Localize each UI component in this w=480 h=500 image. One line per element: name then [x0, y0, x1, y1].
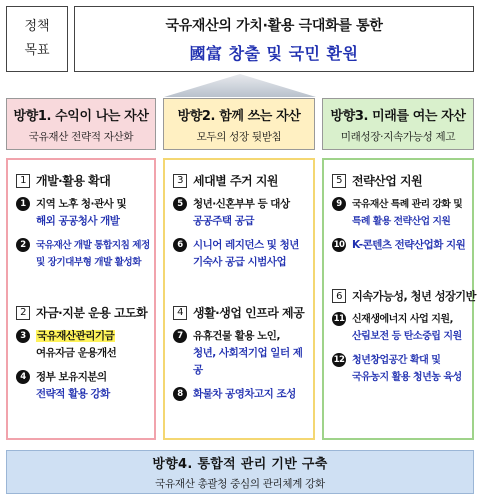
item-text [352, 311, 468, 345]
direction-1-title: 방향1. 수익이 나는 자산 [13, 108, 149, 124]
item-text-line2: 국유농지 활용 청년농 육성 [352, 372, 462, 383]
number-bullet-icon: 7 [173, 329, 187, 343]
section-heading [16, 304, 150, 321]
section-title: 생활·생업 인프라 제공 [193, 306, 305, 320]
section-heading [173, 304, 309, 321]
number-bullet-icon: 6 [173, 238, 187, 252]
item-text: K-콘텐츠 전략산업화 지원 [352, 239, 466, 251]
list-item [332, 196, 468, 230]
item-text [36, 328, 150, 362]
section-4 [173, 304, 309, 403]
number-bullet-icon: 3 [16, 329, 30, 343]
policy-goal-label [6, 6, 68, 72]
item-text-line1: 청년·신혼부부 등 대상 [193, 198, 290, 210]
item-text-line1: 국유재산 특례 관리 강화 및 [352, 199, 463, 210]
item-text-line2: 및 장기대부형 개발 활성화 [36, 257, 141, 268]
item-text-line1: 신재생에너지 사업 지원, [352, 314, 453, 325]
section-heading [16, 172, 150, 189]
list-item [173, 237, 309, 271]
number-bullet-icon: 8 [173, 387, 187, 401]
goal-label-line1: 정책 [24, 19, 50, 34]
list-item [173, 196, 309, 230]
section-number-box: 3 [173, 174, 187, 188]
list-item [16, 369, 150, 403]
number-bullet-icon: 12 [332, 353, 346, 367]
item-text [36, 237, 150, 271]
item-text-line1: 지역 노후 청·관사 및 [36, 198, 127, 210]
item-text-line1: 시니어 레지던스 및 청년 [193, 239, 299, 251]
item-text-line2: 기숙사 공급 시범사업 [193, 256, 287, 268]
direction-2-column [163, 158, 315, 440]
up-arrow-icon [160, 72, 320, 98]
section-3 [173, 172, 309, 271]
number-bullet-icon: 1 [16, 197, 30, 211]
policy-goal-box [74, 6, 474, 72]
section-title: 세대별 주거 지원 [193, 174, 279, 188]
item-text-line1: 국유재산 개발 통합지침 제정 [36, 240, 150, 251]
item-text-line2: 전략적 활용 강화 [36, 388, 110, 400]
item-text-line1: 국유재산관리기금 [37, 330, 115, 342]
section-5 [332, 172, 468, 254]
item-text [352, 352, 468, 386]
section-number-box: 4 [173, 306, 187, 320]
list-item [16, 237, 150, 271]
item-text-line2: 공공주택 공급 [193, 215, 255, 227]
item-text: 화물차 공영차고지 조성 [193, 388, 296, 400]
list-item [16, 196, 150, 230]
direction-1-column [6, 158, 156, 440]
item-text [193, 328, 309, 379]
number-bullet-icon: 2 [16, 238, 30, 252]
item-text-line1: 정부 보유지분의 [36, 371, 107, 383]
direction-3-subtitle: 미래성장·지속가능성 제고 [340, 130, 456, 143]
list-item [332, 237, 468, 254]
section-number-box: 5 [332, 174, 346, 188]
item-text [193, 196, 309, 230]
direction-3-title: 방향3. 미래를 여는 자산 [330, 108, 466, 124]
section-title: 자금·지분 운용 고도화 [36, 306, 148, 320]
section-2 [16, 304, 150, 403]
section-heading [173, 172, 309, 189]
goal-line2: 國富 창출 및 국민 환원 [189, 43, 359, 63]
direction-2-title: 방향2. 함께 쓰는 자산 [177, 108, 301, 124]
direction-1-subtitle: 국유재산 전략적 자산화 [28, 130, 134, 143]
item-text-line2: 청년, 사회적기업 일터 제공 [193, 347, 303, 376]
item-text-line1: 유휴건물 활용 노인, [193, 330, 280, 342]
list-item [173, 328, 309, 379]
section-6 [332, 288, 476, 386]
item-text [36, 369, 150, 403]
number-bullet-icon: 4 [16, 370, 30, 384]
number-bullet-icon: 11 [332, 312, 346, 326]
goal-label-line2: 목표 [24, 43, 50, 58]
section-1 [16, 172, 150, 271]
section-number-box: 6 [332, 289, 346, 303]
direction-2-subtitle: 모두의 성장 뒷받침 [196, 130, 282, 143]
direction-4-title: 방향4. 통합적 관리 기반 구축 [152, 457, 328, 472]
item-text-line2: 여유자금 운용개선 [36, 347, 117, 359]
list-item [16, 328, 150, 362]
item-text [193, 237, 309, 271]
direction-2-header [163, 98, 315, 150]
item-text-line2: 산림보전 등 탄소중립 지원 [352, 331, 462, 342]
item-text [352, 196, 468, 230]
item-text [36, 196, 150, 230]
section-heading [332, 172, 468, 189]
section-title: 전략산업 지원 [352, 174, 423, 188]
direction-3-column [322, 158, 474, 440]
direction-3-header [322, 98, 474, 150]
section-number-box: 1 [16, 174, 30, 188]
list-item [332, 311, 468, 345]
direction-4-box [6, 450, 474, 494]
section-number-box: 2 [16, 306, 30, 320]
item-text-line2: 해외 공공청사 개발 [36, 215, 120, 227]
section-title: 개발·활용 확대 [36, 174, 111, 188]
number-bullet-icon: 9 [332, 197, 346, 211]
direction-4-subtitle: 국유재산 총괄청 중심의 관리체계 강화 [155, 478, 325, 490]
list-item [332, 352, 468, 386]
item-text-line2: 특례 활용 전략산업 지원 [352, 216, 451, 227]
list-item [173, 386, 309, 403]
section-title: 지속가능성, 청년 성장기반 [352, 290, 476, 303]
goal-line1: 국유재산의 가치·활용 극대화를 통한 [165, 17, 383, 34]
number-bullet-icon: 10 [332, 238, 346, 252]
item-text-line1: 청년창업공간 확대 및 [352, 355, 441, 366]
direction-1-header [6, 98, 156, 150]
number-bullet-icon: 5 [173, 197, 187, 211]
section-heading [332, 288, 476, 304]
